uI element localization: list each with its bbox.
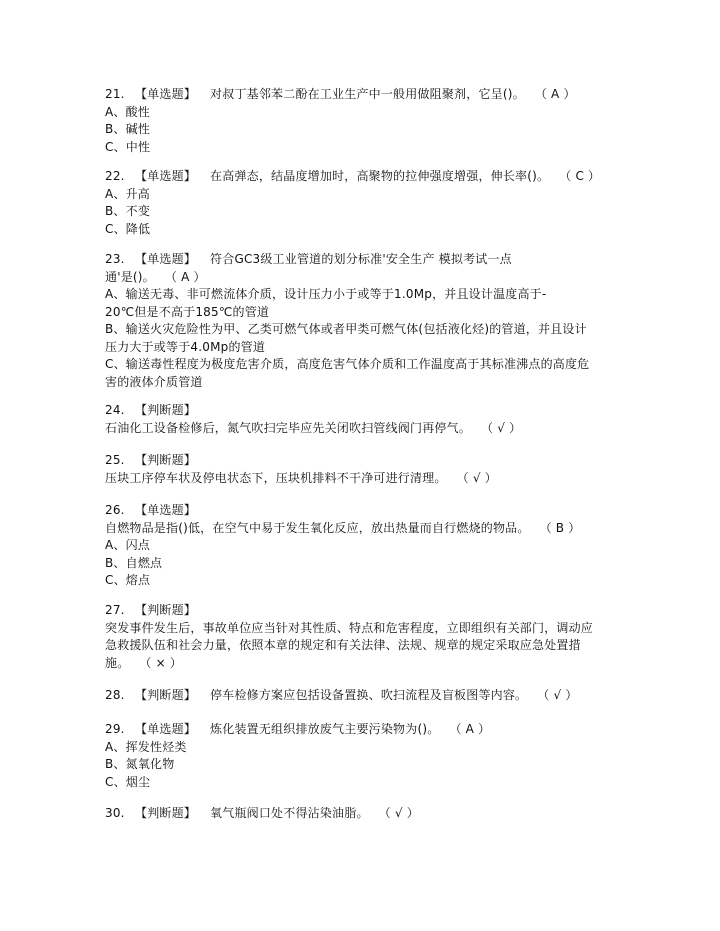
answer: （ A ） [534,87,576,101]
option-a: A、闪点 [105,538,151,552]
question-type: 【判断题】 [135,603,197,617]
question-header [105,602,625,620]
question-stem: 符合GC3级工业管道的划分标准'安全生产 模拟考试一点 [210,252,512,266]
question-number: 24. [105,403,125,417]
question-22 [105,168,625,238]
question-header [105,402,625,420]
question-29 [105,721,625,791]
question-type: 【单选题】 [135,169,197,183]
option-b-cont: 压力大于或等于4.0Mp的管道 [105,339,266,354]
question-stem: 在高弹态，结晶度增加时，高聚物的拉伸强度增强，伸长率()。 [210,169,550,183]
option-a: A、升高 [105,186,151,201]
question-header [105,805,625,823]
option-c: C、烟尘 [105,774,151,789]
question-header [105,721,625,739]
question-26 [105,502,625,590]
question-25 [105,452,625,487]
answer: （ × ） [139,655,183,670]
answer: （ B ） [539,520,581,535]
question-23 [105,251,625,391]
question-21 [105,86,625,156]
answer: （ √ ） [378,806,419,820]
question-number: 28. [105,688,125,702]
answer: （ √ ） [537,688,578,702]
question-24 [105,402,625,437]
question-28 [105,687,625,705]
question-stem-2: 通'是()。 [105,269,155,284]
question-30 [105,805,625,823]
question-stem: 自燃物品是指()低，在空气中易于发生氧化反应，放出热量而自行燃烧的物品。 [105,520,530,535]
question-stem: 对叔丁基邻苯二酚在工业生产中一般用做阻聚剂，它呈()。 [210,87,525,101]
option-a: A、挥发性烃类 [105,739,187,754]
question-header [105,168,625,186]
option-a: A、酸性 [105,104,151,119]
question-body-1: 突发事件发生后，事故单位应当针对其性质、特点和危害程度，立即组织有关部门，调动应 [105,620,594,635]
option-a-cont: 20℃但是不高于185℃的管道 [105,304,270,319]
question-type: 【单选题】 [135,503,197,517]
option-c-cont: 害的液体介质管道 [105,374,203,389]
question-number: 22. [105,169,125,183]
question-type: 【判断题】 [135,806,197,820]
question-27 [105,602,625,672]
question-body [105,470,625,488]
option-b: B、碱性 [105,122,151,136]
question-type: 【单选题】 [135,87,197,101]
option-b: B、输送火灾危险性为甲、乙类可燃气体或者甲类可燃气体(包括液化烃)的管道，并且设计 [105,322,587,336]
question-stem-cont [105,269,625,287]
option-b: B、氮氧化物 [105,757,175,771]
question-body [105,520,625,538]
option-b: B、不变 [105,204,151,218]
question-stem: 石油化工设备检修后，氮气吹扫完毕应先关闭吹扫管线阀门再停气。 [105,420,472,435]
option-c: C、熔点 [105,573,151,587]
question-number: 29. [105,722,125,736]
question-type: 【判断题】 [135,403,197,417]
question-header [105,502,625,520]
question-header [105,687,625,705]
answer: （ A ） [164,269,206,284]
answer: （ √ ） [481,420,522,435]
question-header [105,452,625,470]
question-body [105,420,625,438]
question-body-3 [105,655,625,673]
question-type: 【判断题】 [135,453,197,467]
question-number: 23. [105,252,125,266]
option-a: A、输送无毒、非可燃流体介质，设计压力小于或等于1.0Mp，并且设计温度高于- [105,287,547,301]
question-number: 30. [105,806,125,820]
question-number: 25. [105,453,125,467]
question-stem: 停车检修方案应包括设备置换、吹扫流程及盲板图等内容。 [210,688,528,702]
question-stem: 压块工序停车状及停电状态下，压块机排料不干净可进行清理。 [105,470,447,485]
question-stem: 氧气瓶阀口处不得沾染油脂。 [210,806,369,820]
answer: （ A ） [449,722,491,736]
answer: （ C ） [559,169,601,183]
question-stem: 炼化装置无组织排放废气主要污染物为()。 [210,722,440,736]
question-type: 【单选题】 [135,722,197,736]
question-number: 21. [105,87,125,101]
question-header [105,86,625,104]
option-b: B、自燃点 [105,555,163,570]
question-number: 27. [105,603,125,617]
question-number: 26. [105,503,125,517]
question-header [105,251,625,269]
answer: （ √ ） [456,470,497,485]
question-type: 【单选题】 [135,252,197,266]
question-type: 【判断题】 [135,688,197,702]
option-c: C、降低 [105,221,151,236]
option-c: C、输送毒性程度为极度危害介质，高度危害气体介质和工作温度高于其标准沸点的高度危 [105,357,590,371]
option-c: C、中性 [105,139,151,154]
question-body-3-text: 施。 [105,655,130,670]
question-body-2: 急救援队伍和社会力量，依照本章的规定和有关法律、法规、规章的规定采取应急处置措 [105,638,581,652]
